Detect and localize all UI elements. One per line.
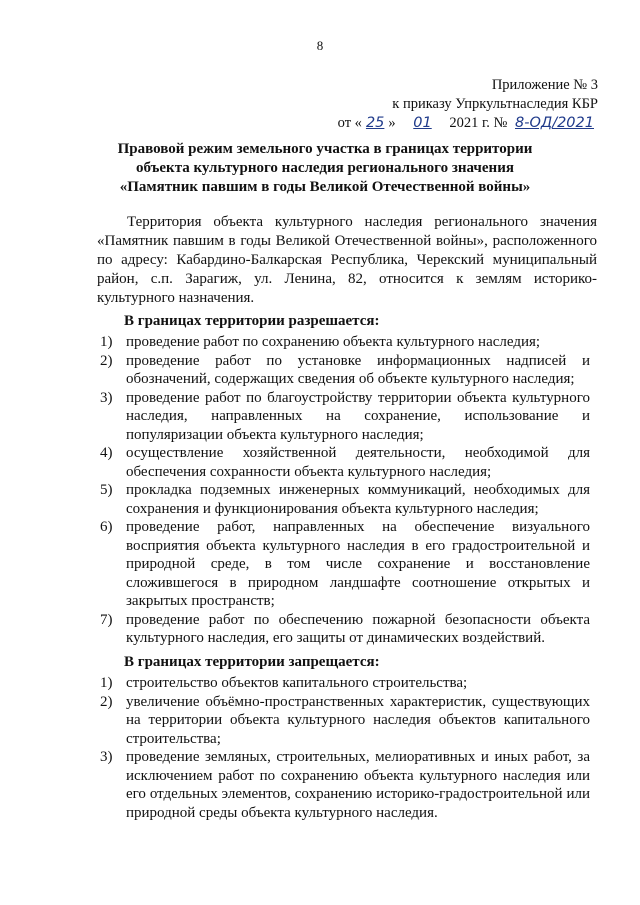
title-line-1: Правовой режим земельного участка в границах территории (117, 141, 533, 157)
list-item-text: осуществление хозяйственной деятельности, необходимой для обеспечения сохранности объекта культурного наследия; (126, 445, 590, 480)
document-title (60, 140, 590, 197)
handwritten-month: 01 (413, 115, 432, 131)
list-item-text: строительство объектов капитального строительства; (126, 675, 468, 691)
year-text: 2021 г. № (449, 115, 508, 131)
prohibited-heading: В границах территории запрещается: (124, 654, 380, 670)
list-item-number: 1) (100, 334, 113, 350)
list-item-number: 7) (100, 611, 113, 628)
list-item (100, 481, 590, 518)
list-item-number: 4) (100, 445, 113, 461)
list-item-text: прокладка подземных инженерных коммуникаций, необходимых для сохранения и функционирования объекта культурного наследия; (126, 482, 590, 517)
handwritten-day: 25 (365, 115, 385, 131)
list-item-number: 3) (100, 749, 113, 765)
page-number: 8 (316, 38, 324, 53)
date-suffix: » (388, 115, 396, 131)
list-item (100, 674, 590, 693)
title-line-3: «Памятник павшим в годы Великой Отечественной войны» (119, 179, 531, 195)
list-item-number: 1) (100, 675, 113, 691)
prohibited-list (100, 674, 590, 822)
list-item-text: проведение земляных, строительных, мелиоративных и иных работ, за исключением работ по сохранению объекта культурного наследия или его отдельных элементов, сохранению историко-градостроительной или природной среды объекта культурного наследия. (126, 749, 590, 821)
allowed-list (100, 333, 590, 648)
date-prefix: от « (337, 115, 362, 131)
list-item-text: проведение работ, направленных на обеспечение визуального восприятия объекта культурного наследия в его градостроительной и природной среде, в том числе сохранение и восстановление сложившегося в природном ландшафте соотношение открытых и закрытых пространств; (126, 519, 590, 609)
appendix-label: Приложение № 3 (491, 77, 598, 93)
list-item (100, 748, 590, 822)
list-item (100, 611, 590, 648)
list-item (100, 518, 590, 611)
order-date-line (298, 114, 598, 133)
list-item (100, 333, 590, 352)
handwritten-order-number: 8-ОД/2021 (515, 115, 594, 131)
list-item (100, 444, 590, 481)
list-item-number: 6) (100, 519, 113, 535)
list-item-number: 2) (100, 693, 113, 710)
order-reference: к приказу Упркультнаследия КБР (392, 96, 598, 112)
list-item-number: 3) (100, 389, 113, 406)
list-item-number: 5) (100, 482, 113, 498)
intro-paragraph: Территория объекта культурного наследия регионального значения «Памятник павшим в годы Великой Отечественной войны», расположенного по адресу: Кабардино-Балкарская Республика, Черекский муниципальный район, с.п. Зарагиж, ул. Ленина, 82, относится к землям историко-культурного назначения. (97, 214, 597, 306)
allowed-heading: В границах территории разрешается: (124, 313, 380, 329)
list-item-text: проведение работ по установке информационных надписей и обозначений, содержащих сведения об объекте культурного наследия; (126, 352, 590, 387)
list-item-text: проведение работ по сохранению объекта культурного наследия; (126, 334, 541, 350)
list-item-number: 2) (100, 352, 113, 369)
appendix-header (298, 76, 598, 133)
list-item-text: увеличение объёмно-пространственных характеристик, существующих на территории объекта культурного наследия объектов капитального строительства; (126, 693, 590, 747)
list-item (100, 352, 590, 389)
title-line-2: объекта культурного наследия регионального значения (136, 160, 514, 176)
list-item (100, 389, 590, 445)
list-item-text: проведение работ по обеспечению пожарной безопасности объекта культурного наследия, его защиты от динамических воздействий. (126, 611, 590, 646)
list-item (100, 693, 590, 749)
list-item-text: проведение работ по благоустройству территории объекта культурного наследия, направленных на сохранение, использование и популяризации объекта культурного наследия; (126, 389, 590, 443)
